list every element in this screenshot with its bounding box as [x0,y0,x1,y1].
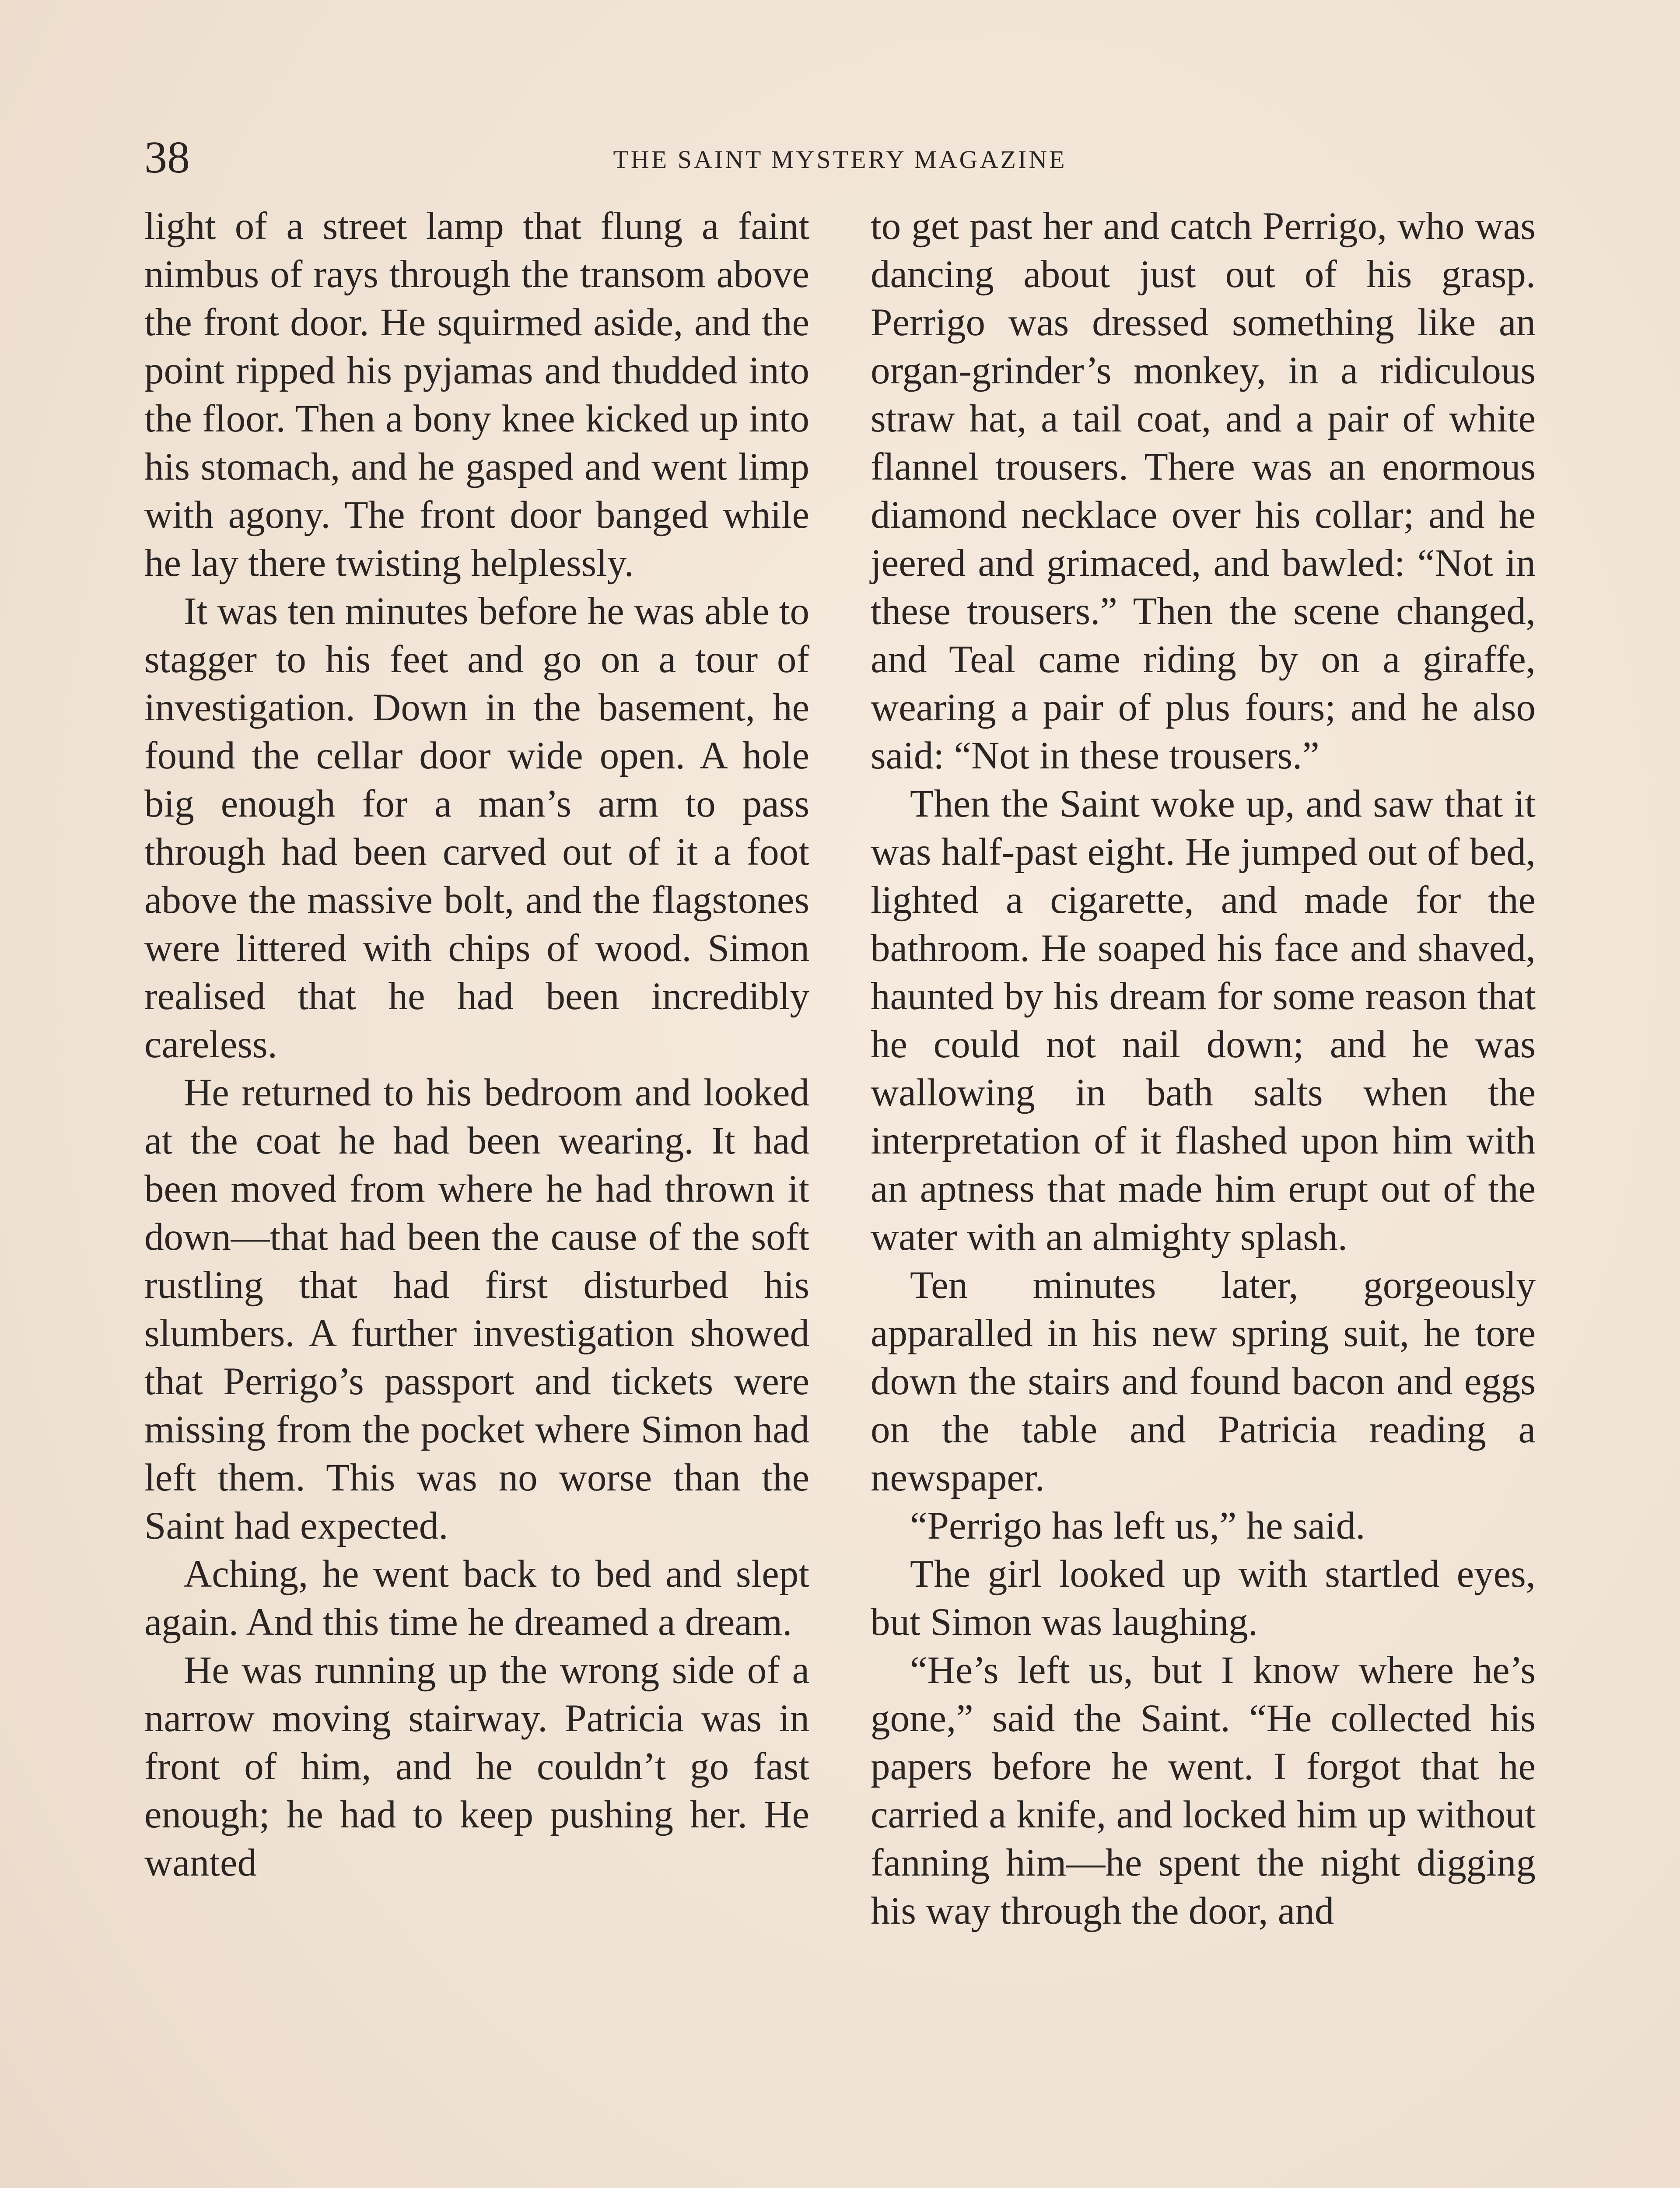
paragraph: Aching, he went back to bed and slept again. And this time he dreamed a dream. [144,1553,809,1644]
paragraph: He was running up the wrong side of a narrow moving stairway. Patricia was in front of him, and he couldn’t go fast enough; he had to keep pushing her. He wanted [144,1649,809,1884]
paragraph: “He’s left us, but I know where he’s gone,” said the Saint. “He collected his papers before he went. I forgot that he carried a knife, and locked him up without fanning him—he spent the night digging his way through the door, and [871,1649,1536,1932]
paragraph: Ten minutes later, gorgeously apparalled in his new spring suit, he tore down the stairs and found bacon and eggs on the table and Patricia reading a newspaper. [871,1264,1536,1499]
paragraph: It was ten minutes before he was able to stagger to his feet and go on a tour of investigation. Down in the basement, he found the cellar door wide open. A hole big enough for a man’s arm to pass through had been carved out of it a foot above the massive bolt, and the flagstones were littered with chips of wood. Simon realised that he had been incredibly careless. [144,590,809,1066]
paragraph: Then the Saint woke up, and saw that it was half-past eight. He jumped out of bed, lighted a cigarette, and made for the bathroom. He soaped his face and shaved, haunted by his dream for some reason that he could not nail down; and he was wallowing in bath salts when the interpretation of it flashed upon him with an aptness that made him erupt out of the water with an almighty splash. [871,782,1536,1259]
page-header [144,131,1536,193]
text-columns [144,202,1536,2171]
page-number: 38 [144,132,190,182]
paragraph: He returned to his bedroom and looked at the coat he had been wearing. It had been moved from where he had thrown it down—that had been the cause of the soft rustling that had first disturbed his slumbers. A further investigation showed that Perrigo’s passport and tickets were missing from the pocket where Simon had left them. This was no worse than the Saint had expected. [144,1071,809,1547]
left-column [144,202,809,1887]
running-title: THE SAINT MYSTERY MAGAZINE [613,145,1067,174]
paragraph: “Perrigo has left us,” he said. [910,1504,1365,1547]
right-column [871,202,1536,1935]
paragraph: to get past her and catch Perrigo, who was dancing about just out of his grasp. Perrigo was dressed something like an organ-grinder’s monkey, in a ridiculous straw hat, a tail coat, and a pair of white flannel trousers. There was an enormous diamond necklace over his collar; and he jeered and grimaced, and bawled: “Not in these trousers.” Then the scene changed, and Teal came riding by on a giraffe, wearing a pair of plus fours; and he also said: “Not in these trousers.” [871,205,1536,777]
paragraph: light of a street lamp that flung a faint nimbus of rays through the transom above the front door. He squirmed aside, and the point ripped his pyjamas and thudded into the floor. Then a bony knee kicked up into his stomach, and he gasped and went limp with agony. The front door banged while he lay there twisting helplessly. [144,205,809,585]
paragraph: The girl looked up with startled eyes, but Simon was laughing. [871,1553,1536,1644]
